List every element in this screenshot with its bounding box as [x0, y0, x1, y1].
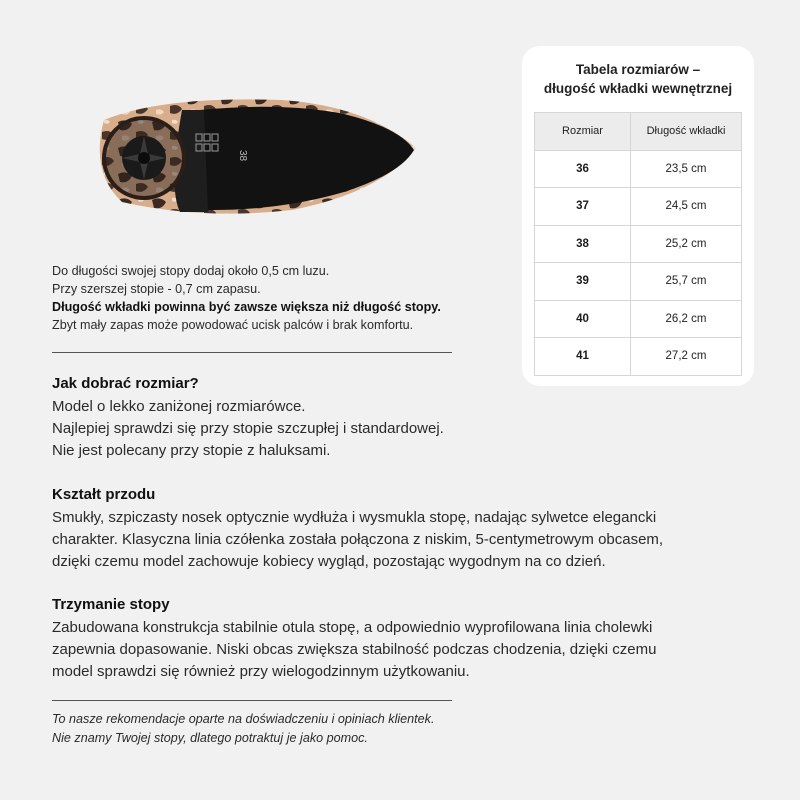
table-row — [535, 150, 742, 188]
length-cell: 27,2 cm — [631, 338, 742, 376]
length-cell: 25,7 cm — [631, 263, 742, 301]
size-cell: 41 — [535, 338, 631, 376]
section-text: Smukły, szpiczasty nosek optycznie wydłuża i wysmukla stopę, nadając sylwetce elegancki charakter. Klasyczna linia czółenka została połączona z niskim, 5-centymetrowym obcasem, dzięki czemu model zachowuje kobiecy wygląd, pozostając wygodnym na co dzień. — [52, 509, 664, 570]
size-cell: 36 — [535, 150, 631, 188]
section-heading: Jak dobrać rozmiar? — [52, 375, 199, 392]
length-cell: 23,5 cm — [631, 150, 742, 188]
table-row — [535, 188, 742, 226]
length-cell: 25,2 cm — [631, 225, 742, 263]
shoe-sole-image — [82, 92, 422, 222]
tip-line: Zbyt mały zapas może powodować ucisk palców i brak komfortu. — [52, 318, 414, 332]
table-row — [535, 300, 742, 338]
size-cell: 38 — [535, 225, 631, 263]
table-row — [535, 225, 742, 263]
divider — [52, 700, 452, 701]
section-text: Model o lekko zaniżonej rozmiarówce. Najlepiej sprawdzi się przy stopie szczupłej i standardowej. Nie jest polecany przy stopie z haluksami. — [52, 398, 444, 459]
size-chart-title: Tabela rozmiarów – długość wkładki wewnętrznej — [543, 62, 733, 96]
section-text: Zabudowana konstrukcja stabilnie otula stopę, a odpowiednio wyprofilowana linia cholewki zapewnia dopasowanie. Niski obcas zwiększa stabilność podczas chodzenia, dzięki czemu model sprawdzi się również przy wielogodzinnym użytkowaniu. — [52, 619, 657, 680]
section-heading: Trzymanie stopy — [52, 596, 170, 613]
table-header-row — [535, 113, 742, 151]
size-chart-card — [522, 46, 754, 386]
section-heading: Kształt przodu — [52, 486, 156, 503]
fit-tips — [52, 262, 441, 334]
tip-line-bold: Długość wkładki powinna być zawsze większa niż długość stopy. — [52, 300, 441, 314]
footnote: To nasze rekomendacje oparte na doświadczeniu i opiniach klientek. Nie znamy Twojej stopy, dlatego potraktuj je jako pomoc. — [52, 712, 435, 745]
divider — [52, 352, 452, 353]
header-length: Długość wkładki — [631, 113, 742, 151]
size-table — [534, 112, 742, 376]
header-size: Rozmiar — [535, 113, 631, 151]
size-cell: 40 — [535, 300, 631, 338]
table-row — [535, 338, 742, 376]
length-cell: 26,2 cm — [631, 300, 742, 338]
section-foot-hold — [52, 595, 772, 683]
size-cell: 39 — [535, 263, 631, 301]
tip-line: Do długości swojej stopy dodaj około 0,5 cm luzu. — [52, 264, 330, 278]
sole-size-mark: 38 — [237, 150, 248, 162]
section-size-guide — [52, 374, 772, 462]
tip-line: Przy szerszej stopie - 0,7 cm zapasu. — [52, 282, 261, 296]
length-cell: 24,5 cm — [631, 188, 742, 226]
section-toe-shape — [52, 485, 772, 573]
size-cell: 37 — [535, 188, 631, 226]
table-row — [535, 263, 742, 301]
